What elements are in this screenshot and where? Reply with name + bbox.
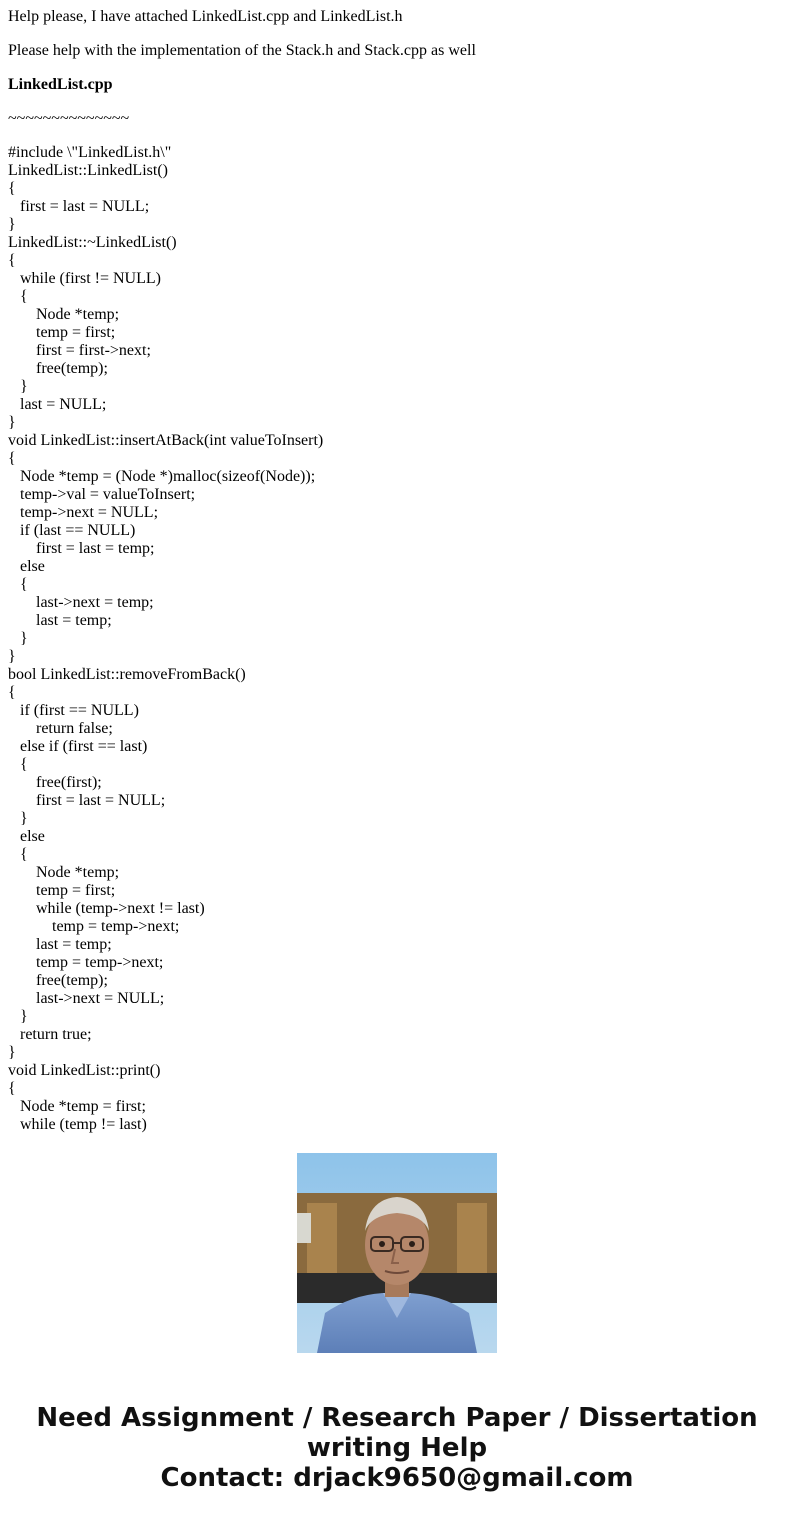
promo-contact: Contact: drjack9650@gmail.com bbox=[160, 1463, 634, 1493]
code-line: { bbox=[8, 450, 16, 467]
code-block bbox=[8, 144, 788, 1134]
code-line: else if (first == last) bbox=[8, 738, 148, 755]
code-line: { bbox=[8, 756, 28, 773]
promo-banner bbox=[0, 1403, 794, 1493]
code-line: { bbox=[8, 288, 28, 305]
code-line: { bbox=[8, 684, 16, 701]
promo-line-1: Need Assignment / Research Paper / Dissertation bbox=[36, 1403, 758, 1433]
code-line: temp->val = valueToInsert; bbox=[8, 486, 196, 503]
code-line: { bbox=[8, 1080, 16, 1097]
code-line: LinkedList::LinkedList() bbox=[8, 162, 168, 179]
code-line: { bbox=[8, 252, 16, 269]
code-line: } bbox=[8, 378, 28, 395]
code-line: while (temp != last) bbox=[8, 1116, 147, 1133]
code-line: temp->next = NULL; bbox=[8, 504, 159, 521]
code-separator: ~~~~~~~~~~~~~~ bbox=[8, 110, 130, 127]
code-line: last = NULL; bbox=[8, 396, 107, 413]
code-line: Node *temp = first; bbox=[8, 1098, 146, 1115]
code-line: { bbox=[8, 180, 16, 197]
code-line: void LinkedList::insertAtBack(int valueToInsert) bbox=[8, 432, 324, 449]
code-line: first = last = NULL; bbox=[8, 198, 150, 215]
question-text bbox=[8, 0, 788, 1133]
code-line: last->next = NULL; bbox=[8, 990, 165, 1007]
code-line: if (first == NULL) bbox=[8, 702, 139, 719]
code-line: } bbox=[8, 648, 16, 665]
code-line: last = temp; bbox=[8, 612, 112, 629]
code-line: first = first->next; bbox=[8, 342, 151, 359]
code-line: else bbox=[8, 828, 45, 845]
code-line: bool LinkedList::removeFromBack() bbox=[8, 666, 246, 683]
code-line: last->next = temp; bbox=[8, 594, 154, 611]
code-line: free(temp); bbox=[8, 972, 108, 989]
code-line: temp = first; bbox=[8, 882, 116, 899]
code-line: else bbox=[8, 558, 45, 575]
author-photo-icon bbox=[297, 1153, 497, 1353]
promo-line-2: writing Help bbox=[306, 1433, 488, 1463]
code-line: free(first); bbox=[8, 774, 102, 791]
code-line: #include \"LinkedList.h\" bbox=[8, 144, 172, 161]
code-line: free(temp); bbox=[8, 360, 108, 377]
code-line: temp = first; bbox=[8, 324, 116, 341]
code-line: return false; bbox=[8, 720, 113, 737]
code-line: if (last == NULL) bbox=[8, 522, 136, 539]
code-line: while (first != NULL) bbox=[8, 270, 161, 287]
code-line: } bbox=[8, 810, 28, 827]
code-file-heading: LinkedList.cpp bbox=[8, 76, 113, 93]
code-line: } bbox=[8, 1008, 28, 1025]
code-line: } bbox=[8, 216, 16, 233]
code-line: Node *temp = (Node *)malloc(sizeof(Node)); bbox=[8, 468, 316, 485]
code-line: Node *temp; bbox=[8, 306, 120, 323]
code-line: LinkedList::~LinkedList() bbox=[8, 234, 177, 251]
code-line: last = temp; bbox=[8, 936, 112, 953]
code-line: return true; bbox=[8, 1026, 92, 1043]
code-line: { bbox=[8, 576, 28, 593]
question-intro-2: Please help with the implementation of the Stack.h and Stack.cpp as well bbox=[8, 42, 476, 59]
code-line: temp = temp->next; bbox=[8, 918, 180, 935]
code-line: } bbox=[8, 1044, 16, 1061]
code-line: first = last = NULL; bbox=[8, 792, 166, 809]
code-line: first = last = temp; bbox=[8, 540, 155, 557]
code-line: { bbox=[8, 846, 28, 863]
code-line: } bbox=[8, 414, 16, 431]
code-line: temp = temp->next; bbox=[8, 954, 164, 971]
code-line: while (temp->next != last) bbox=[8, 900, 205, 917]
code-line: Node *temp; bbox=[8, 864, 120, 881]
question-intro-1: Help please, I have attached LinkedList.cpp and LinkedList.h bbox=[8, 8, 403, 25]
code-line: } bbox=[8, 630, 28, 647]
code-line: void LinkedList::print() bbox=[8, 1062, 161, 1079]
